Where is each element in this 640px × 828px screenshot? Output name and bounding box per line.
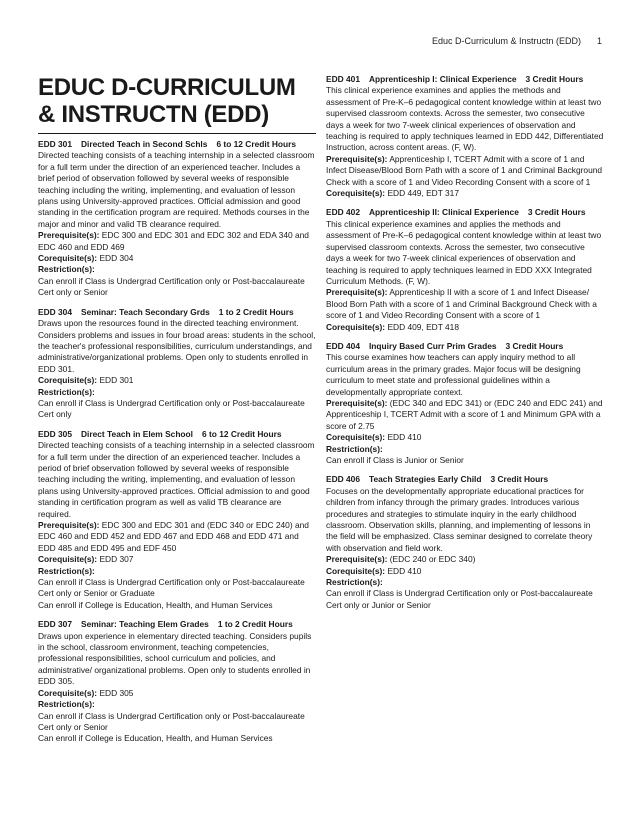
course-heading	[38, 619, 316, 630]
course-title: Direct Teach in Elem School	[80, 428, 193, 439]
course-credits: 1 to 2 Credit Hours	[218, 306, 294, 317]
restriction-item: Can enroll if Class is Undergrad Certification only or Post-baccalaureate Cert only or Senior	[38, 275, 305, 298]
course-credits: 3 Credit Hours	[505, 340, 564, 351]
corequisites-label: Corequisite(s):	[326, 565, 386, 576]
course-description: This clinical experience examines and applies the methods and assessment of Pre-K–6 pedagogical content knowledge within at least two supervised classroom contexts. Across the semester, two consecutive days a week for two 7-week clinical experiences of observation and teaching is required to apply techniques learned in EDD XXX Integrated Curriculum Methods. (F, W).	[326, 218, 602, 286]
course-title: Apprenticeship I: Clinical Experience	[368, 74, 517, 84]
prerequisites-line	[38, 520, 316, 554]
corequisites-line	[38, 375, 316, 386]
prerequisites-value: (EDC 340 and EDC 341) or (EDC 240 and EDC 241) and Apprenticeship I, TCERT Admit with a score of 1 and Minimum GPA with a score of 2.75	[326, 397, 603, 431]
right-column	[326, 74, 604, 619]
course-code: EDD 404	[326, 340, 360, 351]
course-description: Draws upon experience in elementary directed teaching. Considers pupils in the school, classroom environment, teaching competencies, professional responsibilities, school curriculum and policies, and administrative/ organizational problems. Open only to students enrolled in EDD 305.	[38, 630, 312, 687]
course-description: Directed teaching consists of a teaching internship in a selected classroom for a full term under the direction of an experienced teacher. Includes a brief period of observation followed by several weeks of responsible teaching including the writing, implementing, and evaluation of lesson plans using University-approved practices. Official admission and good standing in the certification program are required. Methods courses in the major and minor and valid TB clearance required.	[38, 150, 315, 229]
prerequisites-line	[326, 554, 604, 565]
course-heading	[38, 139, 316, 150]
running-header	[432, 36, 602, 46]
course-heading	[326, 74, 604, 85]
restrictions-label: Restriction(s):	[326, 443, 383, 454]
course-entry	[38, 139, 316, 299]
course-list-right	[326, 74, 604, 611]
course-title: Teach Strategies Early Child	[368, 474, 482, 485]
restriction-item: Can enroll if College is Education, Health, and Human Services	[38, 733, 273, 744]
course-heading	[326, 474, 604, 485]
prerequisites-value: Apprenticeship II with a score of 1 and Infect Disease/ Blood Born Path with a score of 1 and Criminal Background Check with a score of 1 and Video Recording Consent with a score of 1	[326, 287, 597, 321]
page-number: 1	[596, 36, 602, 46]
course-credits: 6 to 12 Credit Hours	[202, 428, 282, 439]
prerequisites-label: Prerequisite(s):	[326, 153, 388, 164]
corequisites-label: Corequisite(s):	[326, 432, 386, 443]
prerequisites-line	[38, 230, 316, 253]
restrictions-label: Restriction(s):	[38, 264, 95, 275]
course-list-left	[38, 139, 316, 745]
corequisites-label: Corequisite(s):	[38, 687, 98, 698]
course-description: Directed teaching consists of a teaching internship in a selected classroom for a full term under the direction of an experienced teacher. Includes a period of brief observation followed by several weeks of responsible teaching including the writing, implementing, and evaluation of lesson plans using University-approved practices. Official admission to and good standing in certification program as well as valid TB clearance are required.	[38, 440, 315, 519]
course-title: Seminar: Teach Secondary Grds	[80, 306, 210, 317]
corequisites-line	[326, 188, 604, 199]
corequisites-label: Corequisite(s):	[326, 321, 386, 332]
corequisites-value: EDD 305	[99, 687, 134, 698]
course-description: This course examines how teachers can apply inquiry method to all curriculum areas in the primary grades. Major focus will be designing curriculum to meet state and professional guidelines within a developmentally appropriate context.	[326, 352, 581, 397]
course-entry	[38, 307, 316, 421]
corequisites-value: EDD 449, EDT 317	[387, 188, 459, 199]
restrictions-label: Restriction(s):	[38, 565, 95, 576]
corequisites-label: Corequisite(s):	[38, 554, 98, 565]
course-description: Draws upon the resources found in the directed teaching environment. Considers problems and issues in four broad areas: students in the school, the teacher's professional responsibilities, curriculum understandings, and administrative/organizational problems. Open only to students enrolled in EDD 301.	[38, 318, 316, 374]
course-code: EDD 406	[326, 474, 360, 485]
course-credits: 1 to 2 Credit Hours	[217, 619, 293, 630]
corequisites-line	[326, 432, 604, 443]
prerequisites-label: Prerequisite(s):	[38, 230, 100, 241]
course-credits: 3 Credit Hours	[525, 74, 584, 84]
left-column	[38, 74, 316, 753]
course-heading	[38, 307, 316, 318]
course-title: Seminar: Teaching Elem Grades	[80, 619, 209, 630]
prerequisites-value: EDC 300 and EDC 301 and EDC 302 and EDA 340 and EDC 460 and EDD 469	[38, 230, 309, 252]
restriction-item: Can enroll if Class is Undergrad Certification only or Post-baccalaureate Cert only or Junior or Senior	[326, 588, 593, 610]
course-code: EDD 304	[38, 306, 72, 317]
corequisites-line	[38, 688, 316, 699]
course-description: Focuses on the developmentally appropriate educational practices for children from infancy through the primary grades. Introduces various procedures and strategies to stimulate inquiry in the early childhood classroom. Observation skills, planning, and implementing of lessons in the field will be emphasized. Class seminar designed to correlate theory with observation and field work.	[326, 485, 593, 553]
prerequisites-label: Prerequisite(s):	[38, 520, 100, 530]
course-entry	[38, 429, 316, 612]
course-title: Apprenticeship II: Clinical Experience	[368, 207, 519, 218]
corequisites-value: EDD 307	[99, 554, 134, 565]
corequisites-label: Corequisite(s):	[38, 375, 98, 386]
course-title: Directed Teach in Second Schls	[80, 139, 208, 149]
prerequisites-line	[326, 287, 604, 321]
corequisites-value: EDD 409, EDT 418	[387, 321, 459, 332]
prerequisites-label: Prerequisite(s):	[326, 397, 388, 408]
restriction-item: Can enroll if Class is Undergrad Certification only or Post-baccalaureate Cert only or Senior or Graduate	[38, 577, 305, 599]
restriction-item: Can enroll if Class is Junior or Senior	[326, 455, 464, 465]
running-header-title: Educ D-Curriculum & Instructn (EDD)	[431, 36, 581, 46]
restrictions-label: Restriction(s):	[38, 699, 95, 710]
corequisites-value: EDD 410	[387, 565, 422, 576]
corequisites-value: EDD 410	[387, 432, 422, 443]
prerequisites-line	[326, 398, 604, 432]
course-entry	[326, 474, 604, 611]
restriction-item: Can enroll if College is Education, Health, and Human Services	[38, 599, 273, 610]
prerequisites-label: Prerequisite(s):	[326, 554, 388, 565]
corequisites-label: Corequisite(s):	[326, 188, 386, 199]
course-heading	[326, 341, 604, 352]
course-code: EDD 401	[326, 74, 360, 84]
course-credits: 3 Credit Hours	[527, 207, 586, 218]
course-entry	[326, 341, 604, 466]
course-heading	[38, 429, 316, 440]
course-credits: 3 Credit Hours	[490, 474, 549, 485]
corequisites-line	[38, 253, 316, 264]
prerequisites-value: (EDC 240 or EDC 340)	[389, 554, 476, 565]
course-credits: 6 to 12 Credit Hours	[216, 139, 297, 149]
restrictions-label: Restriction(s):	[38, 386, 95, 397]
corequisites-label: Corequisite(s):	[38, 253, 98, 264]
course-title: Inquiry Based Curr Prim Grades	[368, 340, 497, 351]
page-title: EDUC D-CURRICULUM & INSTRUCTN (EDD)	[38, 74, 316, 134]
prerequisites-value: EDC 300 and EDC 301 and (EDC 340 or EDC 240) and EDC 460 and EDD 452 and EDD 467 and EDD 468 and EDD 471 and EDD 485 and EDD 495 and EDF 450	[38, 520, 309, 553]
course-heading	[326, 207, 604, 218]
restrictions-label: Restriction(s):	[326, 577, 383, 588]
prerequisites-label: Prerequisite(s):	[326, 287, 388, 298]
corequisites-line	[38, 554, 316, 565]
restriction-item: Can enroll if Class is Undergrad Certification only or Post-baccalaureate Cert only	[38, 397, 305, 420]
course-code: EDD 305	[38, 428, 72, 439]
course-code: EDD 307	[38, 619, 72, 630]
course-code: EDD 301	[38, 139, 72, 149]
corequisites-line	[326, 322, 604, 333]
prerequisites-value: Apprenticeship I, TCERT Admit with a score of 1 and Infect Disease/Blood Born Path with a score of 1 and Criminal Background Check with a score of 1 and Video Recording Consent with a score of 1	[326, 153, 603, 187]
course-entry	[326, 207, 604, 332]
corequisites-value: EDD 301	[99, 375, 134, 386]
course-description: This clinical experience examines and applies the methods and assessment of Pre-K–6 pedagogical content knowledge within at least two supervised classroom contexts. Across the semester, two consecutive days a week for two 7-week clinical experiences of observation and teaching is required to apply techniques learned in EDD 442, Differentiated Instruction, across content areas. (F, W).	[326, 85, 604, 153]
corequisites-value: EDD 304	[99, 253, 134, 264]
course-entry	[38, 619, 316, 744]
course-code: EDD 402	[326, 207, 360, 218]
prerequisites-line	[326, 154, 604, 188]
restriction-item: Can enroll if Class is Undergrad Certification only or Post-baccalaureate Cert only or Senior	[38, 710, 305, 732]
corequisites-line	[326, 566, 604, 577]
course-entry	[326, 74, 604, 199]
